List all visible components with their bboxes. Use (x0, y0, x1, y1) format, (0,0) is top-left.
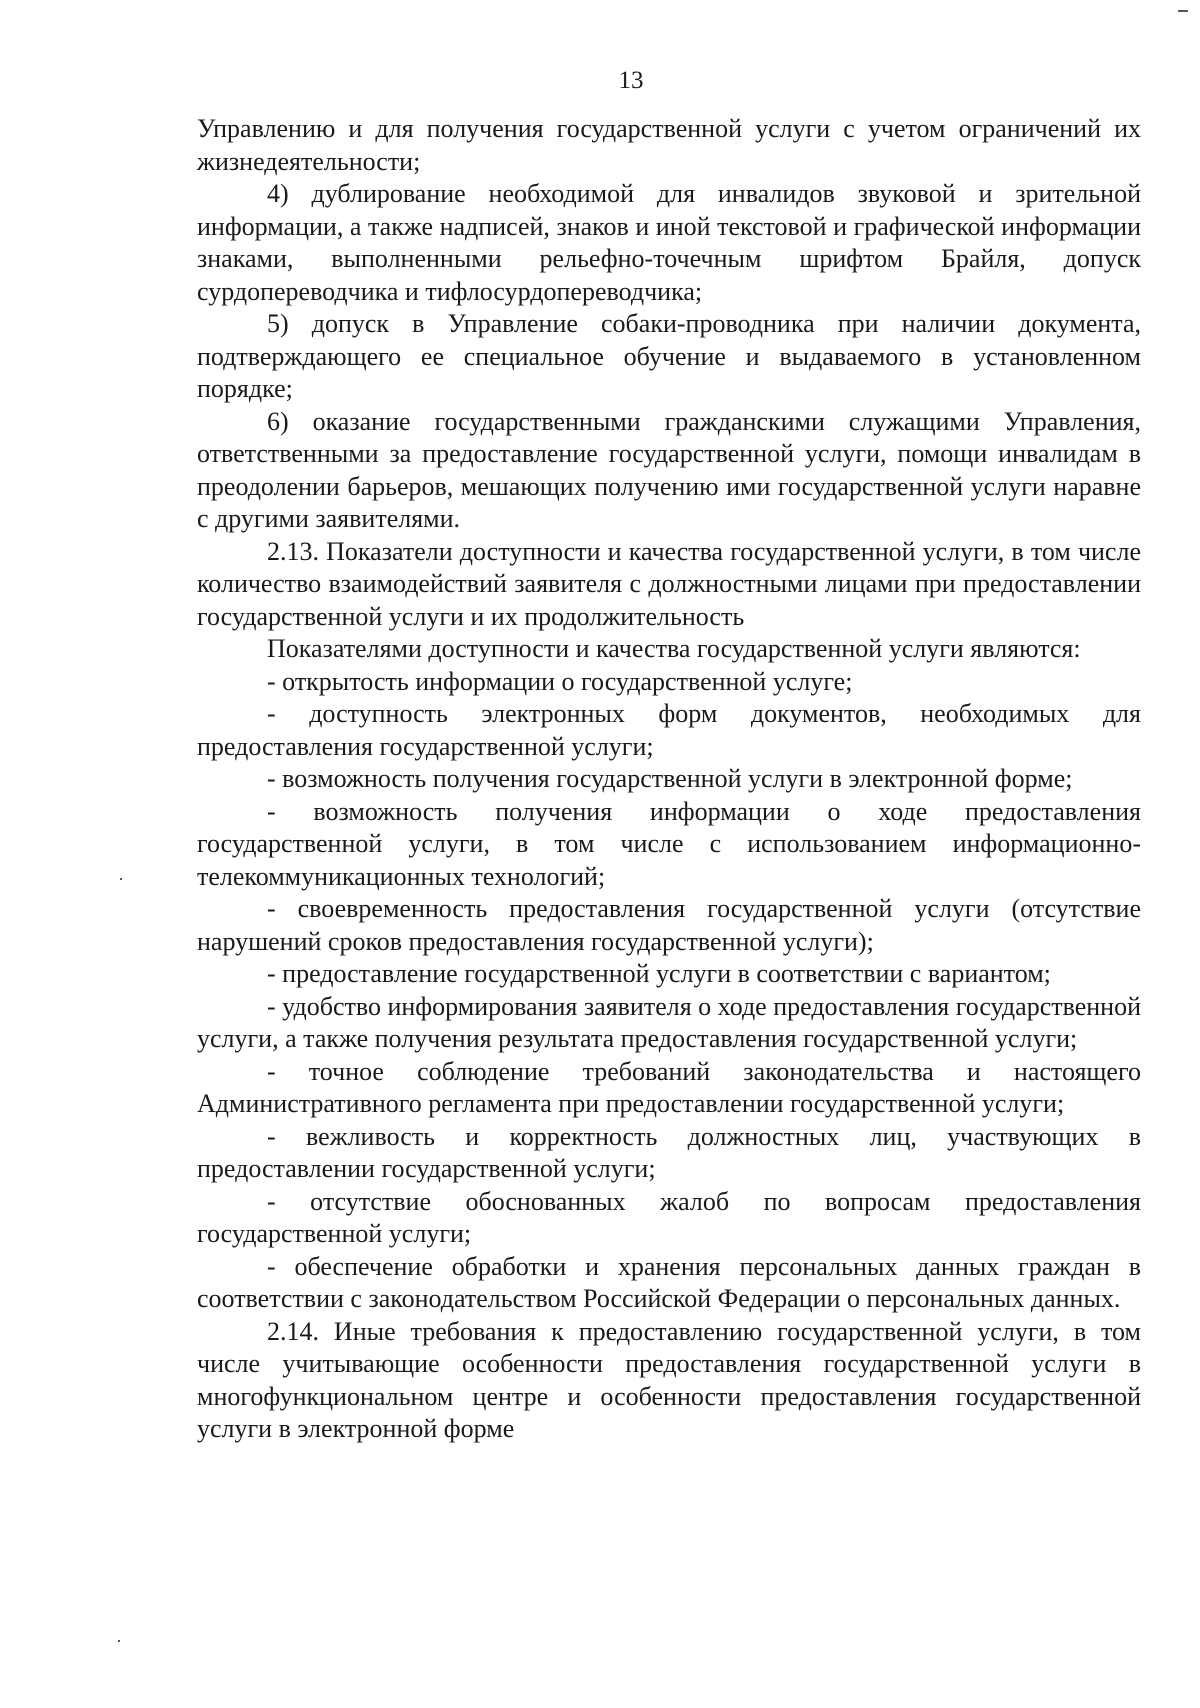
scan-artifact (118, 1640, 120, 1642)
list-item: - предоставление государственной услуги в соответствии с вариантом; (267, 959, 1051, 988)
list-item: - открытость информации о государственной услуге; (267, 666, 853, 696)
paragraph: 4) дублирование необходимой для инвалидов звуковой и зрительной информации, а также надписей, знаков и иной текстовой и графической информации знаками, выполненными рельефно-точечным шрифтом Брайля, допуск сурдопереводчика и тифлосурдопереводчика; (197, 179, 1141, 306)
paragraph: 5) допуск в Управление собаки-проводника при наличии документа, подтверждающего ее специальное обучение и выдаваемого в установленном порядке; (197, 309, 1141, 403)
list-item: - возможность получения информации о ходе предоставления государственной услуги, в том числе с использованием информационно-телекоммуникационных технологий; (197, 796, 1141, 891)
section-heading: 2.13. Показатели доступности и качества государственной услуги, в том числе количество взаимодействий заявителя с должностными лицами при предоставлении государственной услуги и их продолжительность (197, 536, 1141, 631)
document-body (197, 113, 1141, 1446)
list-item: - удобство информирования заявителя о ходе предоставления государственной услуги, а также получения результата предоставления государственной услуги; (197, 991, 1141, 1053)
list-item: - отсутствие обоснованных жалоб по вопросам предоставления государственной услуги; (197, 1186, 1141, 1248)
list-item: - своевременность предоставления государственной услуги (отсутствие нарушений сроков предоставления государственной услуги); (197, 894, 1141, 956)
scan-artifact (120, 878, 122, 880)
list-item: - возможность получения государственной услуги в электронной форме; (267, 764, 1073, 793)
paragraph: 6) оказание государственными гражданскими служащими Управления, ответственными за предоставление государственной услуги, помощи инвалидам в преодолении барьеров, мешающих получению ими государственной услуги наравне с другими заявителями. (197, 406, 1141, 533)
paragraph: Управлению и для получения государственной услуги с учетом ограничений их жизнедеятельности; (197, 114, 1141, 176)
list-item: - обеспечение обработки и хранения персональных данных граждан в соответствии с законодательством Российской Федерации о персональных данных. (197, 1251, 1141, 1313)
section-heading: 2.14. Иные требования к предоставлению государственной услуги, в том числе учитывающие особенности предоставления государственной услуги в многофункциональном центре и особенности предоставления государственной услуги в электронной форме (197, 1316, 1141, 1443)
list-item: - вежливость и корректность должностных лиц, участвующих в предоставлении государственной услуги; (197, 1121, 1141, 1183)
paragraph: Показателями доступности и качества государственной услуги являются: (267, 634, 1081, 663)
list-item: - точное соблюдение требований законодательства и настоящего Административного регламента при предоставлении государственной услуги; (197, 1056, 1141, 1118)
list-item: - доступность электронных форм документов, необходимых для предоставления государственной услуги; (197, 699, 1141, 761)
scan-artifact (1178, 10, 1188, 12)
page-number: 13 (618, 67, 644, 94)
